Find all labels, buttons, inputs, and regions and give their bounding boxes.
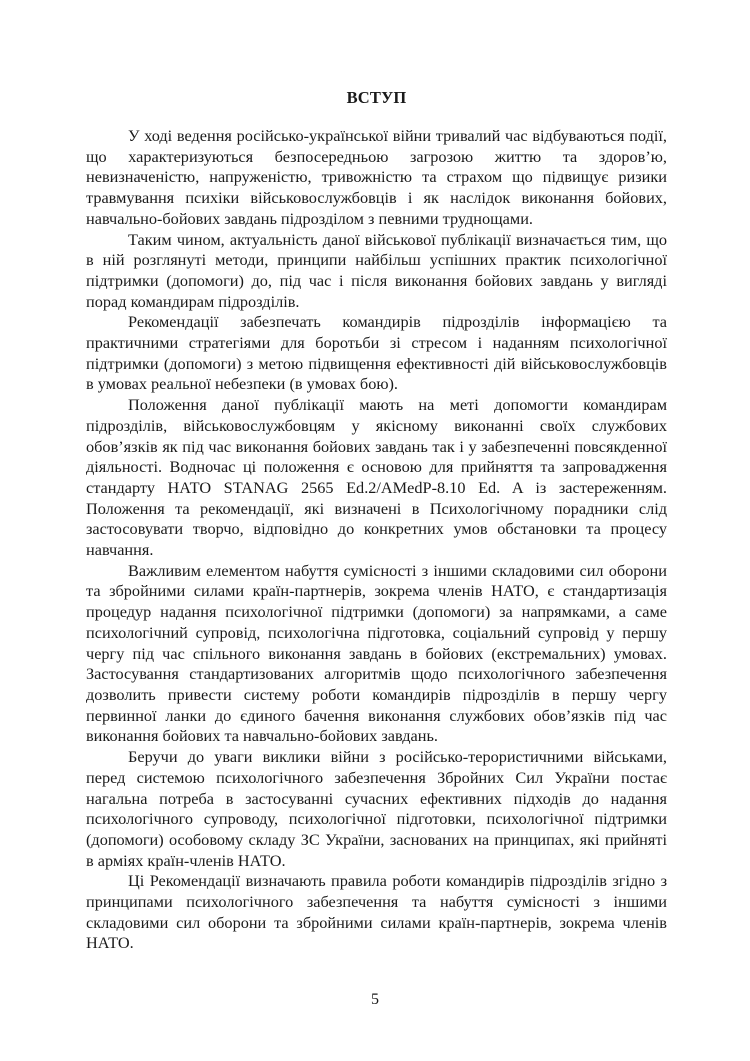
paragraph-intro: У ході ведення російсько-української війни тривалий час відбуваються події, що характеризуються безпосередньою загрозою життю та здоров’ю, невизначеністю, напруженістю, тривожністю та страхом що підвищує ризики травмування психіки військовослужбовців і як наслідок виконання бойових, навчально-бойових завдань підрозділом з певними труднощами.	[86, 126, 667, 228]
paragraph-rules: Ці Рекомендації визначають правила роботи командирів підрозділів згідно з принципами психологічного забезпечення та набуття сумісності з іншими складовими сил оборони та збройними силами країн-партнерів, зокрема членів НАТО.	[86, 871, 667, 953]
section-heading: ВСТУП	[346, 88, 407, 107]
paragraph-recommendations: Рекомендації забезпечать командирів підрозділів інформацією та практичними стратегіями для боротьби зі стресом і наданням психологічної підтримки (допомоги) з метою підвищення ефективності дій військовослужбовців в умовах реальної небезпеки (в умовах бою).	[86, 312, 667, 394]
paragraph-purpose: Положення даної публікації мають на меті допомогти командирам підрозділів, військовослужбовцям у якісному виконанні своїх службових обов’язків як під час виконання бойових завдань так і у забезпеченні повсякденної діяльності. Водночас ці положення є основою для прийняття та запровадження стандарту НАТО STANAG 2565 Ed.2/AMedP-8.10 Ed. A із застереженням. Положення та рекомендації, які визначені в Психологічному порадники слід застосовувати творчо, відповідно до конкретних умов обстановки та процесу навчання.	[86, 395, 667, 560]
page-content	[86, 88, 667, 954]
paragraph-relevance: Таким чином, актуальність даної військової публікації визначається тим, що в ній розглянуті методи, принципи найбільш успішних практик психологічної підтримки (допомоги) до, під час і після виконання бойових завдань у вигляді порад командирам підрозділів.	[86, 229, 667, 311]
paragraph-challenges: Беручи до уваги виклики війни з російсько-терористичними військами, перед системою психологічного забезпечення Збройних Сил України постає нагальна потреба в застосуванні сучасних ефективних підходів до надання психологічного супроводу, психологічної підготовки, психологічної підтримки (допомоги) особовому складу ЗС України, заснованих на принципах, які прийняті в арміях країн-членів НАТО.	[86, 747, 667, 870]
paragraph-standardization: Важливим елементом набуття сумісності з іншими складовими сил оборони та збройними силами країн-партнерів, зокрема членів НАТО, є стандартизація процедур надання психологічної підтримки (допомоги) за напрямками, а саме психологічний супровід, психологічна підготовка, соціальний супровід у першу чергу під час спільного виконання завдань в бойових (екстремальних) умовах. Застосування стандартизованих алгоритмів щодо психологічного забезпечення дозволить привести систему роботи командирів підрозділів в першу чергу первинної ланки до єдиного бачення виконання службових обов’язків під час виконання бойових та навчально-бойових завдань.	[86, 560, 667, 746]
page-number: 5	[371, 991, 379, 1008]
